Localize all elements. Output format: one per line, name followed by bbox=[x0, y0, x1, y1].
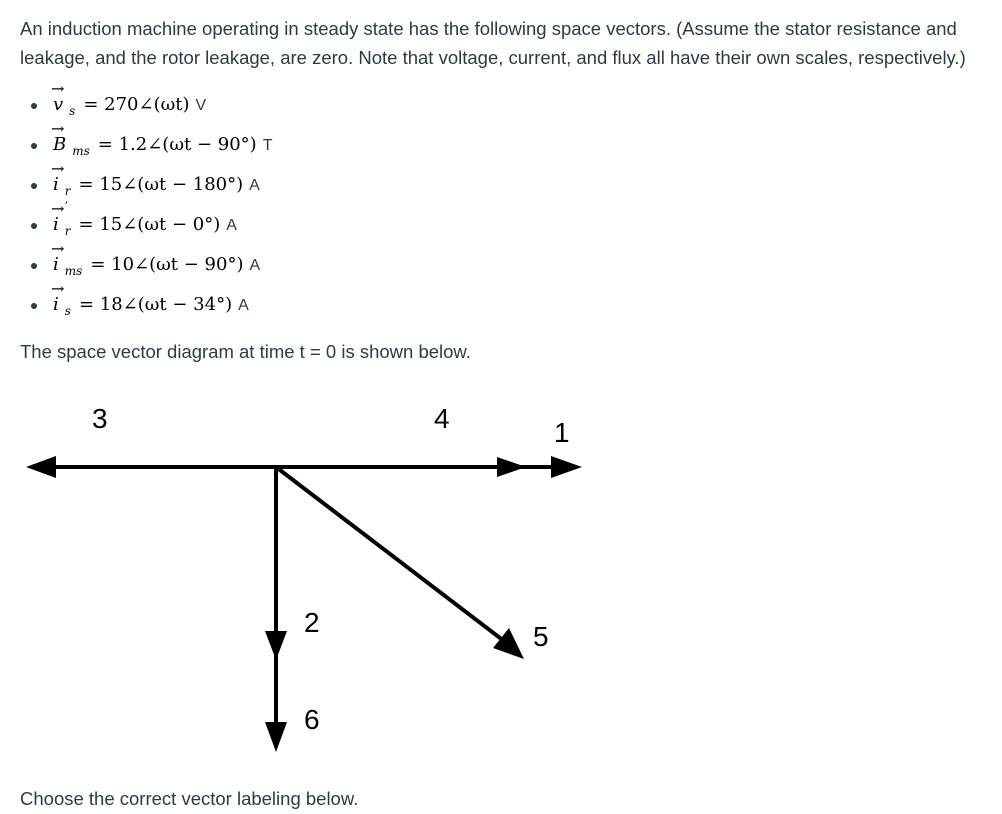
instruction-text: Choose the correct vector labeling below. bbox=[20, 788, 359, 809]
label-1: 1 bbox=[554, 417, 570, 448]
vector-arrow-icon: → bbox=[51, 79, 65, 98]
equation-vs bbox=[51, 79, 207, 118]
bullet bbox=[31, 303, 37, 309]
vector-3-arrowhead bbox=[26, 456, 56, 478]
vector-5-arrowhead bbox=[493, 628, 524, 659]
vector-arrow-icon: → bbox=[51, 239, 65, 258]
vector-subscript: r bbox=[64, 184, 71, 198]
vector-unit: A bbox=[249, 177, 260, 194]
vector-symbol: B bbox=[53, 134, 67, 155]
vector-subscript: ms bbox=[72, 144, 90, 158]
bullet bbox=[31, 103, 37, 109]
vector-subscript: r bbox=[64, 224, 71, 238]
vector-prime: ′ bbox=[65, 200, 69, 216]
vector-arrow-icon: → bbox=[51, 159, 65, 178]
vector-2-arrowhead bbox=[265, 631, 287, 660]
equation-bms bbox=[51, 119, 273, 158]
vector-symbol: i bbox=[53, 254, 59, 275]
label-4: 4 bbox=[434, 403, 450, 434]
label-3: 3 bbox=[92, 403, 108, 434]
vector-arrow-icon: → bbox=[51, 119, 65, 138]
bullet bbox=[31, 183, 37, 189]
equation-ims bbox=[51, 239, 261, 278]
vector-arrow-icon: → bbox=[51, 279, 65, 298]
vector-unit: V bbox=[195, 97, 207, 114]
problem-statement: An induction machine operating in steady state has the following space vectors. (Assume the stator resistance and leakage, and the rotor leakage, are zero. Note that voltage, current, and flux all have their own scales, respectively.) bbox=[20, 18, 966, 68]
vector-4-arrowhead bbox=[497, 457, 526, 477]
vector-expression: = 270∠(ωt) bbox=[83, 94, 190, 115]
vector-6-arrowhead bbox=[265, 722, 287, 752]
vector-symbol: v bbox=[53, 94, 64, 115]
space-vector-diagram bbox=[0, 380, 620, 770]
vector-unit: A bbox=[226, 217, 237, 234]
label-6: 6 bbox=[304, 704, 320, 735]
bullet bbox=[31, 143, 37, 149]
vector-unit: A bbox=[238, 297, 249, 314]
diagram-caption: The space vector diagram at time t = 0 is shown below. bbox=[20, 341, 471, 362]
vector-expression: = 1.2∠(ωt − 90°) bbox=[97, 134, 257, 155]
vector-expression: = 10∠(ωt − 90°) bbox=[90, 254, 244, 275]
vector-unit: T bbox=[262, 137, 273, 154]
label-5: 5 bbox=[533, 621, 549, 652]
vector-arrow-icon: → bbox=[51, 199, 65, 218]
vector-subscript: s bbox=[64, 304, 71, 318]
equation-ir-prime bbox=[51, 199, 237, 238]
vector-1-arrowhead bbox=[551, 456, 582, 478]
vector-subscript: ms bbox=[64, 264, 83, 278]
vector-symbol: i bbox=[53, 174, 59, 195]
equation-ir bbox=[51, 159, 260, 198]
vector-symbol: i bbox=[53, 214, 59, 235]
bullet bbox=[31, 223, 37, 229]
equation-is bbox=[51, 279, 249, 318]
vector-expression: = 18∠(ωt − 34°) bbox=[78, 294, 233, 315]
vector-subscript: s bbox=[69, 104, 76, 118]
vector-unit: A bbox=[249, 257, 261, 274]
vector-expression: = 15∠(ωt − 0°) bbox=[78, 214, 221, 235]
vector-symbol: i bbox=[53, 294, 59, 315]
label-2: 2 bbox=[304, 607, 320, 638]
bullet bbox=[31, 263, 37, 269]
vector-expression: = 15∠(ωt − 180°) bbox=[78, 174, 244, 195]
